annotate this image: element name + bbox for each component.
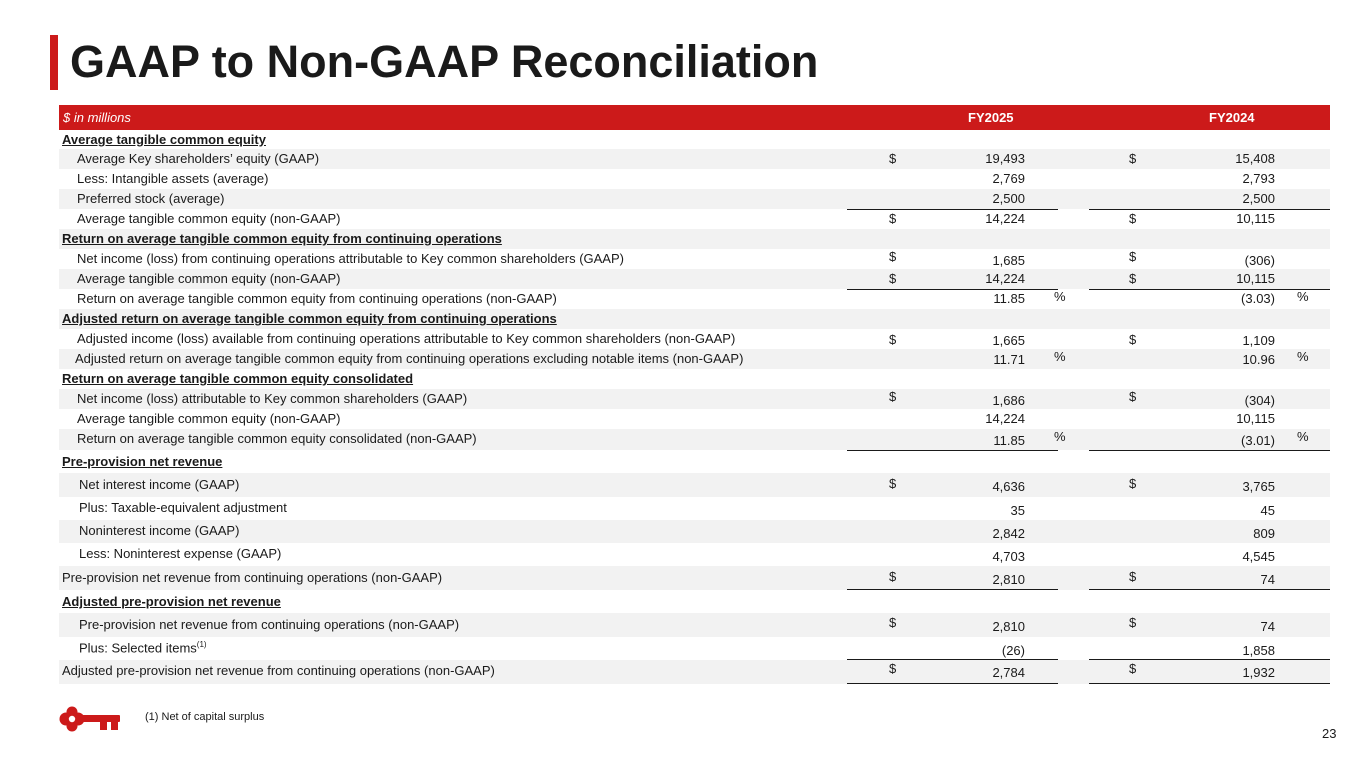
table-row (59, 389, 1330, 409)
table-row (59, 349, 1330, 369)
currency-symbol: $ (1129, 332, 1137, 347)
row-label: Average tangible common equity (non-GAAP) (77, 271, 341, 286)
currency-symbol: $ (1129, 569, 1137, 584)
table-header (59, 105, 1330, 130)
fy2024-value: (3.03) (1241, 291, 1275, 306)
section-heading: Adjusted return on average tangible common equity from continuing operations (62, 311, 557, 326)
row-label: Adjusted income (loss) available from continuing operations attributable to Key common shareholders (non-GAAP) (77, 331, 736, 346)
fy2025-value: 1,685 (992, 253, 1025, 268)
fy2024-value: (3.01) (1241, 433, 1275, 448)
fy2024-value: 1,858 (1242, 643, 1275, 658)
currency-symbol: $ (889, 476, 897, 491)
table-row (59, 169, 1330, 189)
section-heading: Pre-provision net revenue (62, 454, 223, 469)
row-label-text: Plus: Selected items (79, 640, 197, 656)
currency-symbol: $ (889, 615, 897, 630)
table-row (59, 249, 1330, 269)
units-label: $ in millions (63, 110, 131, 125)
table-row (59, 289, 1330, 309)
fy2024-value: 1,109 (1242, 333, 1275, 348)
column-header-fy2024: FY2024 (1209, 110, 1255, 125)
table-row (59, 543, 1330, 566)
fy2024-value: 74 (1260, 619, 1275, 634)
percent-sign: % (1297, 289, 1309, 304)
fy2024-value: 2,793 (1242, 171, 1275, 186)
table-row (59, 497, 1330, 520)
fy2025-value: 11.71 (993, 352, 1025, 367)
fy2024-value: 15,408 (1235, 151, 1275, 166)
percent-sign: % (1054, 429, 1066, 444)
currency-symbol: $ (1129, 615, 1137, 630)
table-row (59, 450, 1330, 473)
fy2025-value: 19,493 (985, 151, 1025, 166)
row-label: Average tangible common equity (non-GAAP) (77, 211, 341, 226)
section-heading: Adjusted pre-provision net revenue (62, 594, 281, 609)
currency-symbol: $ (889, 211, 897, 226)
row-label: Average tangible common equity (non-GAAP) (77, 411, 341, 426)
table-row (59, 409, 1330, 429)
section-heading: Average tangible common equity (62, 132, 266, 147)
table-row (59, 613, 1330, 637)
fy2025-value: 11.85 (993, 291, 1025, 306)
table-row (59, 130, 1330, 149)
currency-symbol: $ (1129, 249, 1137, 264)
row-label: Less: Noninterest expense (GAAP) (79, 546, 282, 561)
fy2024-value: (304) (1244, 393, 1275, 408)
table-row (59, 309, 1330, 329)
fy2025-value: (26) (1001, 643, 1025, 658)
row-label: Plus: Taxable-equivalent adjustment (79, 500, 287, 515)
percent-sign: % (1054, 289, 1066, 304)
fy2025-value: 2,810 (992, 619, 1025, 634)
column-header-fy2025: FY2025 (968, 110, 1014, 125)
table-row (59, 149, 1330, 169)
currency-symbol: $ (1129, 211, 1137, 226)
table-row (59, 429, 1330, 450)
row-label: Net income (loss) from continuing operations attributable to Key common shareholders (GAAP) (77, 251, 624, 266)
fy2025-value: 11.85 (993, 433, 1025, 448)
currency-symbol: $ (889, 249, 897, 264)
title-accent-bar (50, 35, 58, 90)
footnote: (1) Net of capital surplus (145, 711, 265, 723)
fy2025-value: 2,500 (992, 191, 1025, 206)
fy2024-value: 10,115 (1236, 211, 1275, 226)
fy2025-value: 14,224 (985, 411, 1025, 426)
fy2024-value: 45 (1260, 503, 1275, 518)
percent-sign: % (1297, 429, 1309, 444)
fy2024-value: 1,932 (1242, 665, 1275, 680)
row-label: Return on average tangible common equity from continuing operations (non-GAAP) (77, 291, 557, 306)
currency-symbol: $ (889, 569, 897, 584)
fy2025-value: 2,769 (992, 171, 1025, 186)
fy2024-value: 10,115 (1236, 411, 1275, 426)
currency-symbol: $ (889, 271, 897, 286)
reconciliation-table (59, 105, 1330, 684)
row-label: Net interest income (GAAP) (79, 477, 240, 492)
row-label: Net income (loss) attributable to Key common shareholders (GAAP) (77, 391, 468, 406)
percent-sign: % (1297, 349, 1309, 364)
currency-symbol: $ (1129, 661, 1137, 676)
fy2024-value: (306) (1244, 253, 1275, 268)
row-label: Less: Intangible assets (average) (77, 171, 269, 186)
key-logo-icon (58, 705, 122, 733)
fy2025-value: 2,842 (992, 526, 1025, 541)
currency-symbol: $ (1129, 476, 1137, 491)
percent-sign: % (1054, 349, 1066, 364)
fy2025-value: 14,224 (985, 271, 1025, 286)
row-label (79, 640, 207, 655)
currency-symbol: $ (1129, 271, 1137, 286)
fy2024-value: 74 (1260, 572, 1275, 587)
currency-symbol: $ (889, 332, 897, 347)
row-label: Average Key shareholders’ equity (GAAP) (77, 151, 320, 166)
total-rule (847, 683, 1058, 684)
fy2025-value: 1,686 (992, 393, 1025, 408)
row-label: Adjusted return on average tangible common equity from continuing operations excluding notable items (non-GAAP) (75, 351, 744, 366)
fy2024-value: 809 (1253, 526, 1275, 541)
table-row (59, 637, 1330, 660)
row-label: Pre-provision net revenue from continuing operations (non-GAAP) (79, 617, 460, 632)
fy2025-value: 1,665 (992, 333, 1025, 348)
currency-symbol: $ (1129, 151, 1137, 166)
fy2025-value: 14,224 (985, 211, 1025, 226)
table-row (59, 369, 1330, 389)
fy2025-value: 2,784 (992, 665, 1025, 680)
fy2024-value: 2,500 (1242, 191, 1275, 206)
fy2025-value: 2,810 (992, 572, 1025, 587)
row-label: Pre-provision net revenue from continuing operations (non-GAAP) (62, 570, 443, 585)
fy2024-value: 10.96 (1242, 352, 1275, 367)
table-row (59, 269, 1330, 289)
row-label: Return on average tangible common equity consolidated (non-GAAP) (77, 431, 477, 446)
currency-symbol: $ (889, 389, 897, 404)
currency-symbol: $ (889, 151, 897, 166)
row-label: Preferred stock (average) (77, 191, 225, 206)
row-label: Noninterest income (GAAP) (79, 523, 240, 538)
fy2024-value: 10,115 (1236, 271, 1275, 286)
table-row (59, 329, 1330, 349)
page-number: 23 (1322, 726, 1337, 741)
page-title: GAAP to Non-GAAP Reconciliation (70, 36, 819, 87)
total-rule (1089, 683, 1330, 684)
table-row (59, 209, 1330, 229)
table-row (59, 189, 1330, 209)
table-row (59, 473, 1330, 497)
row-label: Adjusted pre-provision net revenue from continuing operations (non-GAAP) (62, 663, 495, 678)
table-row (59, 229, 1330, 249)
table-row (59, 590, 1330, 613)
currency-symbol: $ (1129, 389, 1137, 404)
section-heading: Return on average tangible common equity consolidated (62, 371, 414, 386)
footnote-marker: (1) (196, 640, 207, 649)
currency-symbol: $ (889, 661, 897, 676)
table-row (59, 520, 1330, 543)
fy2025-value: 4,703 (992, 549, 1025, 564)
fy2024-value: 3,765 (1242, 479, 1275, 494)
fy2025-value: 35 (1010, 503, 1025, 518)
fy2024-value: 4,545 (1242, 549, 1275, 564)
table-row (59, 660, 1330, 684)
fy2025-value: 4,636 (992, 479, 1025, 494)
table-row (59, 566, 1330, 590)
section-heading: Return on average tangible common equity from continuing operations (62, 231, 502, 246)
